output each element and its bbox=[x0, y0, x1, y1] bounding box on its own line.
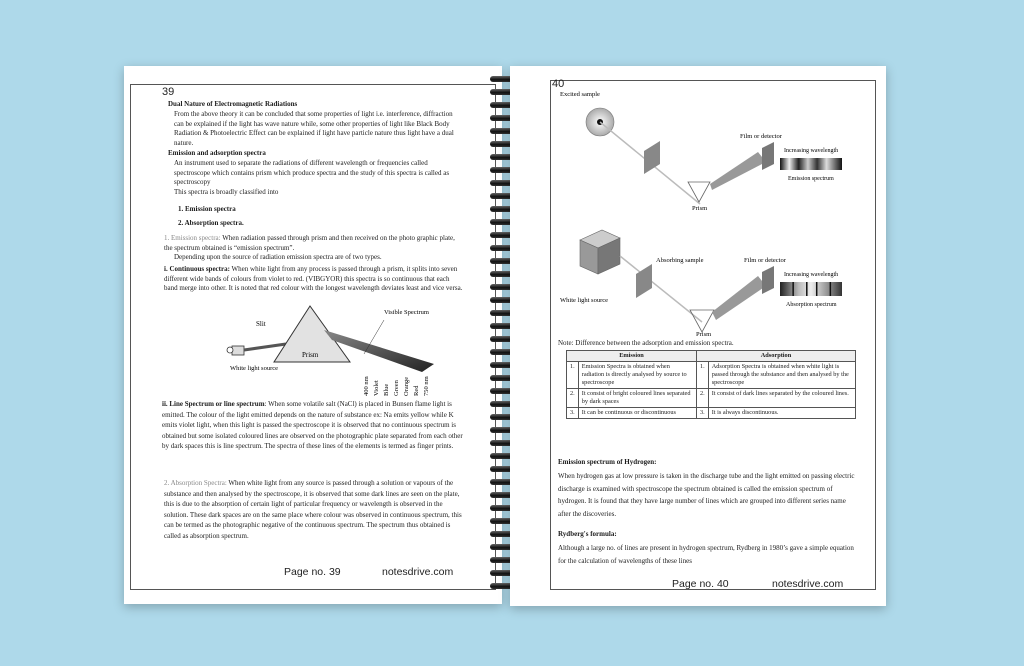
hydrogen-paragraph: When hydrogen gas at low pressure is taken in the discharge tube and the light emitted on passing electric discharge is examined with spectroscope the spectrum obtained is called the emission spectrum of hydrogen. It is found that they have large number of lines which are grouped into different series name after the discoveries. bbox=[558, 472, 855, 518]
light-source-icon bbox=[227, 346, 244, 355]
page-number: 40 bbox=[552, 78, 565, 90]
increasing-label: Increasing wavelength bbox=[784, 272, 839, 278]
absorption-diagram bbox=[552, 216, 852, 338]
left-page bbox=[124, 66, 502, 604]
prism-label: Prism bbox=[692, 205, 708, 212]
spectrum-label: Absorption spectrum bbox=[786, 302, 837, 308]
section-title: Emission and adsorption spectra bbox=[168, 149, 266, 157]
wavelength-label: Red bbox=[413, 385, 420, 396]
emission-sub: Depending upon the source of radiation emission spectra are of two types. bbox=[174, 253, 382, 261]
classified-text: This spectra is broadly classified into bbox=[174, 188, 279, 196]
table-row: 3. It can be continuous or discontinuous 3. It is always discontinuous. bbox=[567, 408, 856, 419]
footer-site: notesdrive.com bbox=[382, 566, 454, 578]
table-header: Adsorption bbox=[696, 351, 855, 362]
prism-label: Prism bbox=[696, 331, 712, 338]
note-text: Note: Difference between the adsorption and emission spectra. bbox=[558, 339, 734, 347]
wavelength-labels bbox=[363, 376, 430, 396]
rydberg-heading: Rydberg's formula: bbox=[558, 530, 617, 538]
wavelength-label: 750 nm bbox=[423, 376, 430, 396]
prism-label: Prism bbox=[302, 351, 319, 359]
hydrogen-heading: Emission spectrum of Hydrogen: bbox=[558, 458, 657, 466]
wavelength-label: Violet bbox=[373, 380, 380, 396]
wavelength-label: Green bbox=[393, 380, 400, 396]
right-page bbox=[510, 66, 886, 606]
absorption-line bbox=[792, 282, 794, 296]
film-label: Film or detector bbox=[740, 133, 782, 140]
table-header: Emission bbox=[567, 351, 697, 362]
wavelength-label: Orange bbox=[403, 376, 410, 396]
absorption-line bbox=[806, 282, 808, 296]
footer-page-number: Page no. 39 bbox=[284, 566, 341, 578]
continuous-paragraph: i. Continuous spectra: When white light from any process is passed through a prism, it splits into seven different wide bands of colours from violet to red. (VIBGYOR) this spectra is so continuous that each band merge into other. It is noted that red colour with the longest wavelength deviates least and vice versa. bbox=[164, 265, 463, 293]
wavelength-label: 400 nm bbox=[363, 376, 370, 396]
film-label: Film or detector bbox=[744, 257, 786, 264]
source-label: White light source bbox=[560, 297, 609, 304]
comparison-table bbox=[566, 350, 856, 419]
table-row: 2. It consist of bright coloured lines separated by dark spaces 2. It consist of dark lines separated by the coloured lines. bbox=[567, 389, 856, 408]
list-item: 2. Absorption spectra. bbox=[178, 219, 244, 227]
absorption-line bbox=[816, 282, 818, 296]
wavelength-label: Blue bbox=[383, 383, 390, 396]
section-heading: Dual Nature of Electromagnetic Radiations bbox=[168, 100, 298, 108]
list-item: 1. Emission spectra bbox=[178, 205, 236, 213]
section-paragraph: An instrument used to separate the radiations of different wavelength or frequencies called spectroscope which contains prism which produce spectra and the study of this spectra is called as spectroscopy bbox=[174, 159, 450, 187]
footer-page-number: Page no. 40 bbox=[672, 578, 729, 590]
absorbing-label: Absorbing sample bbox=[656, 257, 704, 264]
emission-paragraph: 1. Emission spectra: When radiation passed through prism and then received on the photo graphic plate, the spectrum obtained is “emission spectrum”. bbox=[164, 234, 455, 252]
increasing-label: Increasing wavelength bbox=[784, 148, 839, 154]
page-number: 39 bbox=[162, 86, 175, 98]
absorption-line bbox=[830, 282, 832, 296]
slit-label: Slit bbox=[256, 320, 266, 328]
spectrum-label: Emission spectrum bbox=[788, 176, 834, 182]
visible-label: Visible Spectrum bbox=[384, 309, 429, 316]
rydberg-paragraph: Although a large no. of lines are present in hydrogen spectrum, Rydberg in 1980’s gave a simple equation for the calculation of wavelengths of these lines bbox=[558, 544, 854, 565]
excited-label: Excited sample bbox=[560, 91, 600, 98]
intro-paragraph: From the above theory it can be concluded that some properties of light i.e. interference, diffraction can be explained if the light has wave nature while, some other properties of light like Black Body Radiation & Photoelectric Effect can be explained if light have particle nature thus light have a dual nature. bbox=[174, 110, 454, 147]
prism-diagram bbox=[214, 300, 454, 398]
emission-diagram bbox=[552, 86, 852, 216]
absorption-paragraph: 2. Absorption Spectra: When white light from any source is passed through a solution or vapours of the substance and then analysed by the spectroscope, it is observed that some dark lines are seen on the plate, this is due to the absorption of certain light of particular frequency or wavelength is observed in the solution. These dark spaces are on the same place where colour was observed in continuous spectrum, this can be termed as the photographic negative of the continuous spectrum. The spectrum thus obtained is called as absorption spectrum. bbox=[164, 479, 462, 540]
table-row: 1. Emission Spectra is obtained when radiation is directly analysed by source to spectroscope 1. Adsorption Spectra is obtained when white light is passed through the substance and then analysed by the spectroscope bbox=[567, 362, 856, 389]
footer-site: notesdrive.com bbox=[772, 578, 844, 590]
line-spectrum-paragraph: ii. Line Spectrum or line spectrum: When some volatile salt (NaCl) is placed in Bunsen flame light is emitted. The colour of the light emitted depends on the nature of substance ex: Na emits yellow while K emits violet light, when this light is passed the spectroscope it is observed that no continuous spectrum is obtained but some isolated coloured lines are observed on the photographic plate separated from each other by dark spaces this is line spectrum. The spectra of these lines of the elements is termed as finger prints. bbox=[162, 400, 463, 451]
source-label: White light source bbox=[230, 365, 279, 372]
